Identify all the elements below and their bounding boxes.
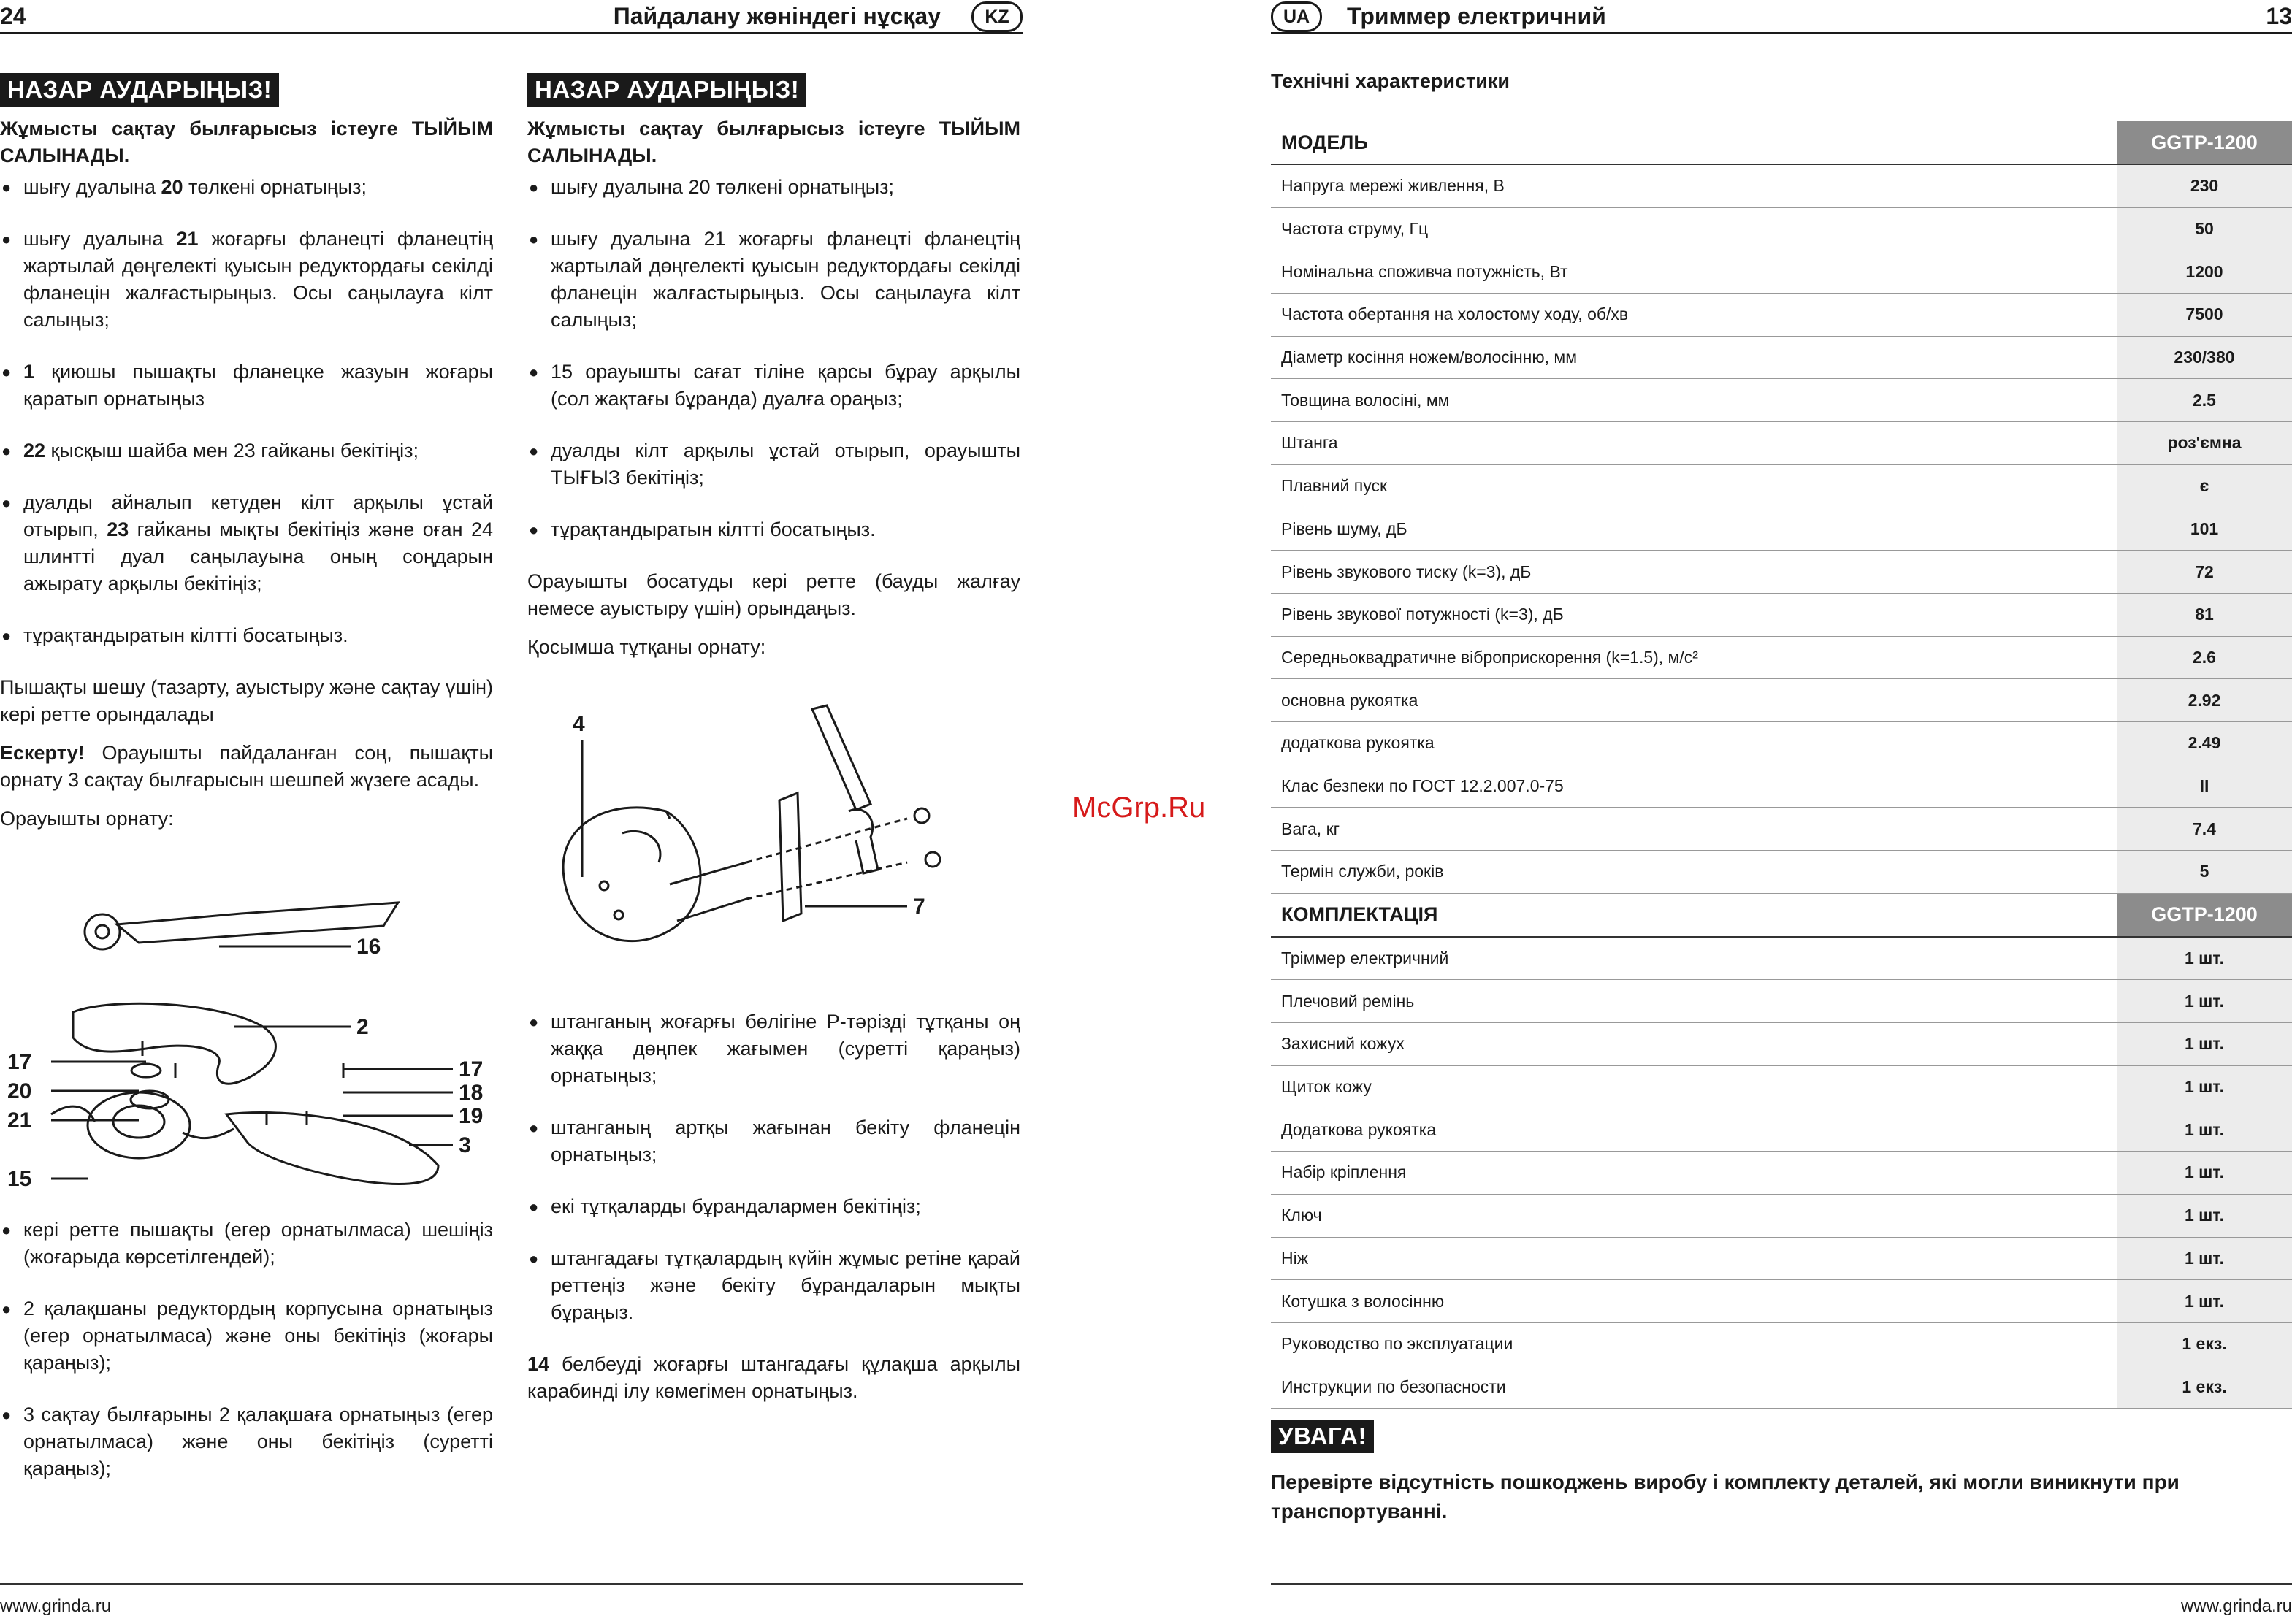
table-row — [1271, 808, 2292, 851]
table-cell-value: 101 — [2117, 508, 2292, 551]
lang-badge-kz: KZ — [971, 1, 1023, 32]
table-row — [1271, 336, 2292, 379]
table-cell-value: є — [2117, 464, 2292, 508]
table-header-row — [1271, 121, 2292, 164]
table-cell-label: Щиток кожу — [1271, 1065, 2117, 1108]
table-header-row — [1271, 893, 2292, 937]
table-row — [1271, 721, 2292, 765]
footer-rule — [1271, 1583, 2292, 1585]
shaft — [812, 705, 871, 810]
table-cell-label: Тріммер електричний — [1271, 937, 2117, 980]
list-item: ● екі тұтқаларды бұрандалармен бекітіңіз; — [527, 1193, 1020, 1220]
left-header — [0, 0, 1023, 32]
watermark: McGrp.Ru — [1072, 792, 1206, 824]
attention-badge: НАЗАР АУДАРЫҢЫЗ! — [0, 73, 279, 107]
table-row — [1271, 851, 2292, 894]
footer-rule — [0, 1583, 1023, 1585]
fig-label: 18 — [459, 1081, 484, 1105]
table-row — [1271, 464, 2292, 508]
table-row — [1271, 1280, 2292, 1323]
table-cell-value: 2.92 — [2117, 679, 2292, 722]
note-paragraph: Ескерту! Орауышты пайдаланған соң, пышақты орнату 3 сақтау былғарысын шешпей жүзеге асады. — [0, 742, 493, 791]
table-row — [1271, 294, 2292, 337]
attention-badge: НАЗАР АУДАРЫҢЫЗ! — [527, 73, 806, 107]
table-row — [1271, 508, 2292, 551]
steps-list-2 — [527, 1008, 1020, 1326]
list-item: ● 22 қысқыш шайба мен 23 гайканы бекітіңіз; — [0, 437, 493, 464]
list-item: ● 2 қалақшаны редуктордың корпусына орнатыңыз (егер орнатылмаса) және оны бекітіңіз (жоғары қараңыз); — [0, 1295, 493, 1376]
table-cell-label: Рівень звукового тиску (k=3), дБ — [1271, 551, 2117, 594]
table-cell-label: Частота обертання на холостому ходу, об/хв — [1271, 294, 2117, 337]
table-cell-value: 72 — [2117, 551, 2292, 594]
table-cell-label: Котушка з волосінню — [1271, 1280, 2117, 1323]
list-item: ● тұрақтандыратын кілтті босатыңыз. — [527, 516, 1020, 543]
list-item: ● штанганың жоғарғы бөлігіне Р-тәрізді тұтқаны оң жаққа дөңпек жағымен (суретті қараңыз) орнатыңыз; — [527, 1008, 1020, 1089]
table-cell-label: Ніж — [1271, 1237, 2117, 1280]
table-cell-label: Ключ — [1271, 1194, 2117, 1237]
list-item: ● кері ретте пышақты (егер орнатылмаса) шешіңіз (жоғарыда көрсетілгендей); — [0, 1217, 493, 1271]
table-cell-label: Рівень звукової потужності (k=3), дБ — [1271, 593, 2117, 636]
table-cell-label: Захисний кожух — [1271, 1023, 2117, 1066]
table-row — [1271, 164, 2292, 207]
table-row — [1271, 422, 2292, 465]
table-cell-value: II — [2117, 765, 2292, 808]
table-header-label: КОМПЛЕКТАЦІЯ — [1271, 893, 2117, 937]
table-cell-value: 1 шт. — [2117, 1152, 2292, 1195]
list-item: ● 3 сақтау былғарыны 2 қалақшаға орнатыңыз (егер орнатылмаса) және оны бекітіңіз (суретті қараңыз); — [0, 1401, 493, 1482]
right-page — [1271, 0, 2292, 1624]
fig-label: 15 — [7, 1167, 32, 1187]
table-row — [1271, 1065, 2292, 1108]
table-cell-value: 5 — [2117, 851, 2292, 894]
list-item: ● шығу дуалына 21 жоғарғы фланецті фланецтің жартылай дөңгелекті қуысын редуктордағы секілді фланецін жалғастырыңыз. Осы саңылауға кілт салыңыз; — [527, 226, 1020, 334]
paragraph: Қосымша тұтқаны орнату: — [527, 636, 766, 658]
table-cell-value: 1 шт. — [2117, 1280, 2292, 1323]
table-cell-value: 7.4 — [2117, 808, 2292, 851]
left-page-number: 24 — [0, 3, 26, 29]
steps-list — [0, 174, 493, 649]
table-header-value: GGTP-1200 — [2117, 893, 2292, 937]
list-item: ● дуалды кілт арқылы ұстай отырып, орауышты ТЫҒЫЗ бекітіңіз; — [527, 437, 1020, 491]
table-row — [1271, 551, 2292, 594]
warning-block — [1271, 1420, 2292, 1526]
fig-label: 19 — [459, 1104, 484, 1128]
left-page — [0, 0, 1023, 1624]
paragraph: Орауышты босатуды кері ретте (бауды жалғау немесе ауыстыру үшін) орындаңыз. — [527, 570, 1020, 619]
table-row — [1271, 207, 2292, 250]
list-item: ● 1 қиюшы пышақты фланецке жазуын жоғары қаратып орнатыңыз — [0, 359, 493, 413]
list-item: ● тұрақтандыратын кілтті босатыңыз. — [0, 622, 493, 649]
header-rule — [1271, 32, 2292, 34]
table-cell-label: Діаметр косіння ножем/волосінню, мм — [1271, 336, 2117, 379]
table-row — [1271, 1152, 2292, 1195]
table-row — [1271, 593, 2292, 636]
table-cell-value: 2.49 — [2117, 721, 2292, 765]
table-cell-label: Номінальна споживча потужність, Вт — [1271, 250, 2117, 294]
section-title: Технічні характеристики — [1271, 70, 1510, 92]
table-cell-value: 1 шт. — [2117, 980, 2292, 1023]
table-cell-label: Плечовий ремінь — [1271, 980, 2117, 1023]
table-cell-label: Штанга — [1271, 422, 2117, 465]
table-cell-value: 1 шт. — [2117, 1237, 2292, 1280]
table-cell-label: Набір кріплення — [1271, 1152, 2117, 1195]
table-row — [1271, 937, 2292, 980]
table-cell-value: 1 шт. — [2117, 1194, 2292, 1237]
table-row — [1271, 1108, 2292, 1152]
table-cell-label: Вага, кг — [1271, 808, 2117, 851]
table-cell-label: Плавний пуск — [1271, 464, 2117, 508]
table-cell-value: 7500 — [2117, 294, 2292, 337]
table-cell-value: 50 — [2117, 207, 2292, 250]
table-row — [1271, 250, 2292, 294]
table-cell-value: роз'ємна — [2117, 422, 2292, 465]
warning-text: Жұмысты сақтау былғарысыз істеуге ТЫЙЫМ САЛЫНАДЫ. — [527, 118, 1020, 166]
fig-label: 7 — [913, 895, 925, 919]
header-rule — [0, 32, 1023, 34]
warning-badge: УВАГА! — [1271, 1420, 1374, 1453]
table-cell-label: основна рукоятка — [1271, 679, 2117, 722]
table-row — [1271, 1023, 2292, 1066]
warning-text: Жұмысты сақтау былғарысыз істеуге ТЫЙЫМ САЛЫНАДЫ. — [0, 118, 493, 166]
right-header — [1271, 0, 2292, 32]
warning-text: Перевірте відсутність пошкоджень виробу і комплекту деталей, які могли виникнути при транспортуванні. — [1271, 1471, 2180, 1522]
fig-label: 17 — [7, 1050, 32, 1074]
footer-link[interactable]: www.grinda.ru — [0, 1596, 112, 1616]
table-cell-label: Середньоквадратичне віброприскорення (k=1.5), м/с² — [1271, 636, 2117, 679]
table-cell-value: 230 — [2117, 164, 2292, 207]
fig-label: 20 — [7, 1079, 32, 1103]
spec-table — [1271, 121, 2292, 1409]
table-cell-label: Руководство по эксплуатации — [1271, 1322, 2117, 1366]
steps-list-2 — [0, 1217, 493, 1482]
table-cell-value: 1200 — [2117, 250, 2292, 294]
blade-guard-assembly-figure — [0, 844, 489, 1187]
table-cell-label: Додаткова рукоятка — [1271, 1108, 2117, 1152]
fig-label: 3 — [459, 1133, 471, 1157]
table-row — [1271, 636, 2292, 679]
list-item: ● шығу дуалына 21 жоғарғы фланецті фланецтің жартылай дөңгелекті қуысын редуктордағы секілді фланецін жалғастырыңыз. Осы саңылауға кілт салыңыз; — [0, 226, 493, 334]
table-cell-value: 1 екз. — [2117, 1366, 2292, 1409]
mounting-flange — [779, 793, 801, 921]
right-page-number: 13 — [2266, 3, 2292, 29]
list-item: ● шығу дуалына 20 төлкені орнатыңыз; — [0, 174, 493, 201]
paragraph: Пышақты шешу (тазарту, ауыстыру және сақтау үшін) кері ретте орындалады — [0, 676, 493, 725]
table-cell-label: Термін служби, років — [1271, 851, 2117, 894]
table-row — [1271, 980, 2292, 1023]
table-cell-label: Частота струму, Гц — [1271, 207, 2117, 250]
table-cell-label: Рівень шуму, дБ — [1271, 508, 2117, 551]
left-header-title: Пайдалану жөніндегі нұсқау — [613, 3, 941, 29]
list-item: ● шығу дуалына 20 төлкені орнатыңыз; — [527, 174, 1020, 201]
table-row — [1271, 765, 2292, 808]
left-column-2 — [527, 73, 1020, 1417]
fig-label: 4 — [573, 712, 585, 736]
table-row — [1271, 679, 2292, 722]
table-row — [1271, 1194, 2292, 1237]
footer-link[interactable]: www.grinda.ru — [2180, 1596, 2292, 1616]
table-cell-value: 81 — [2117, 593, 2292, 636]
list-item: ● штанганың артқы жағынан бекіту фланецін орнатыңыз; — [527, 1114, 1020, 1168]
list-item: ● дуалды айналып кетуден кілт арқылы ұстай отырып, 23 гайканы мықты бекітіңіз және оған 24 шлинтті дуал саңылауына оның соңдарын ажырату арқылы бекітіңіз; — [0, 489, 493, 597]
table-row — [1271, 1237, 2292, 1280]
paragraph: Орауышты орнату: — [0, 808, 174, 830]
fig-label: 17 — [459, 1057, 484, 1081]
table-cell-value: 1 екз. — [2117, 1322, 2292, 1366]
lang-badge-ua: UA — [1271, 1, 1322, 32]
list-item: ● 15 орауышты сағат тіліне қарсы бұрау арқылы (сол жақтағы бұранда) дуалға ораңыз; — [527, 359, 1020, 413]
table-cell-label: Клас безпеки по ГОСТ 12.2.007.0-75 — [1271, 765, 2117, 808]
table-cell-value: 1 шт. — [2117, 1023, 2292, 1066]
table-row — [1271, 1366, 2292, 1409]
table-cell-value: 1 шт. — [2117, 1108, 2292, 1152]
table-header-label: МОДЕЛЬ — [1271, 121, 2117, 164]
steps-list — [527, 174, 1020, 543]
fig-label: 21 — [7, 1108, 32, 1133]
fig-label: 16 — [356, 935, 381, 959]
table-row — [1271, 1322, 2292, 1366]
table-cell-label: Напруга мережі живлення, В — [1271, 164, 2117, 207]
list-item: ● штангадағы тұтқалардың күйін жұмыс ретіне қарай реттеңіз және бекіту бұрандаларын мықты бұраңыз. — [527, 1245, 1020, 1326]
table-cell-value: 230/380 — [2117, 336, 2292, 379]
paragraph: 14 белбеуді жоғарғы штангадағы құлақша арқылы карабинді ілу көмегімен орнатыңыз. — [527, 1353, 1020, 1402]
table-cell-label: додаткова рукоятка — [1271, 721, 2117, 765]
table-cell-label: Инструкции по безопасности — [1271, 1366, 2117, 1409]
fig-label: 2 — [356, 1015, 369, 1039]
table-cell-value: 2.6 — [2117, 636, 2292, 679]
guard-cover — [226, 1113, 438, 1184]
table-cell-value: 2.5 — [2117, 379, 2292, 422]
table-cell-value: 1 шт. — [2117, 1065, 2292, 1108]
right-header-title: Триммер електричний — [1347, 3, 1606, 29]
table-cell-label: Товщина волосіні, мм — [1271, 379, 2117, 422]
table-cell-value: 1 шт. — [2117, 937, 2292, 980]
extra-handle-figure — [527, 673, 1017, 979]
table-header-value: GGTP-1200 — [2117, 121, 2292, 164]
left-column-1 — [0, 73, 493, 1507]
table-row — [1271, 379, 2292, 422]
